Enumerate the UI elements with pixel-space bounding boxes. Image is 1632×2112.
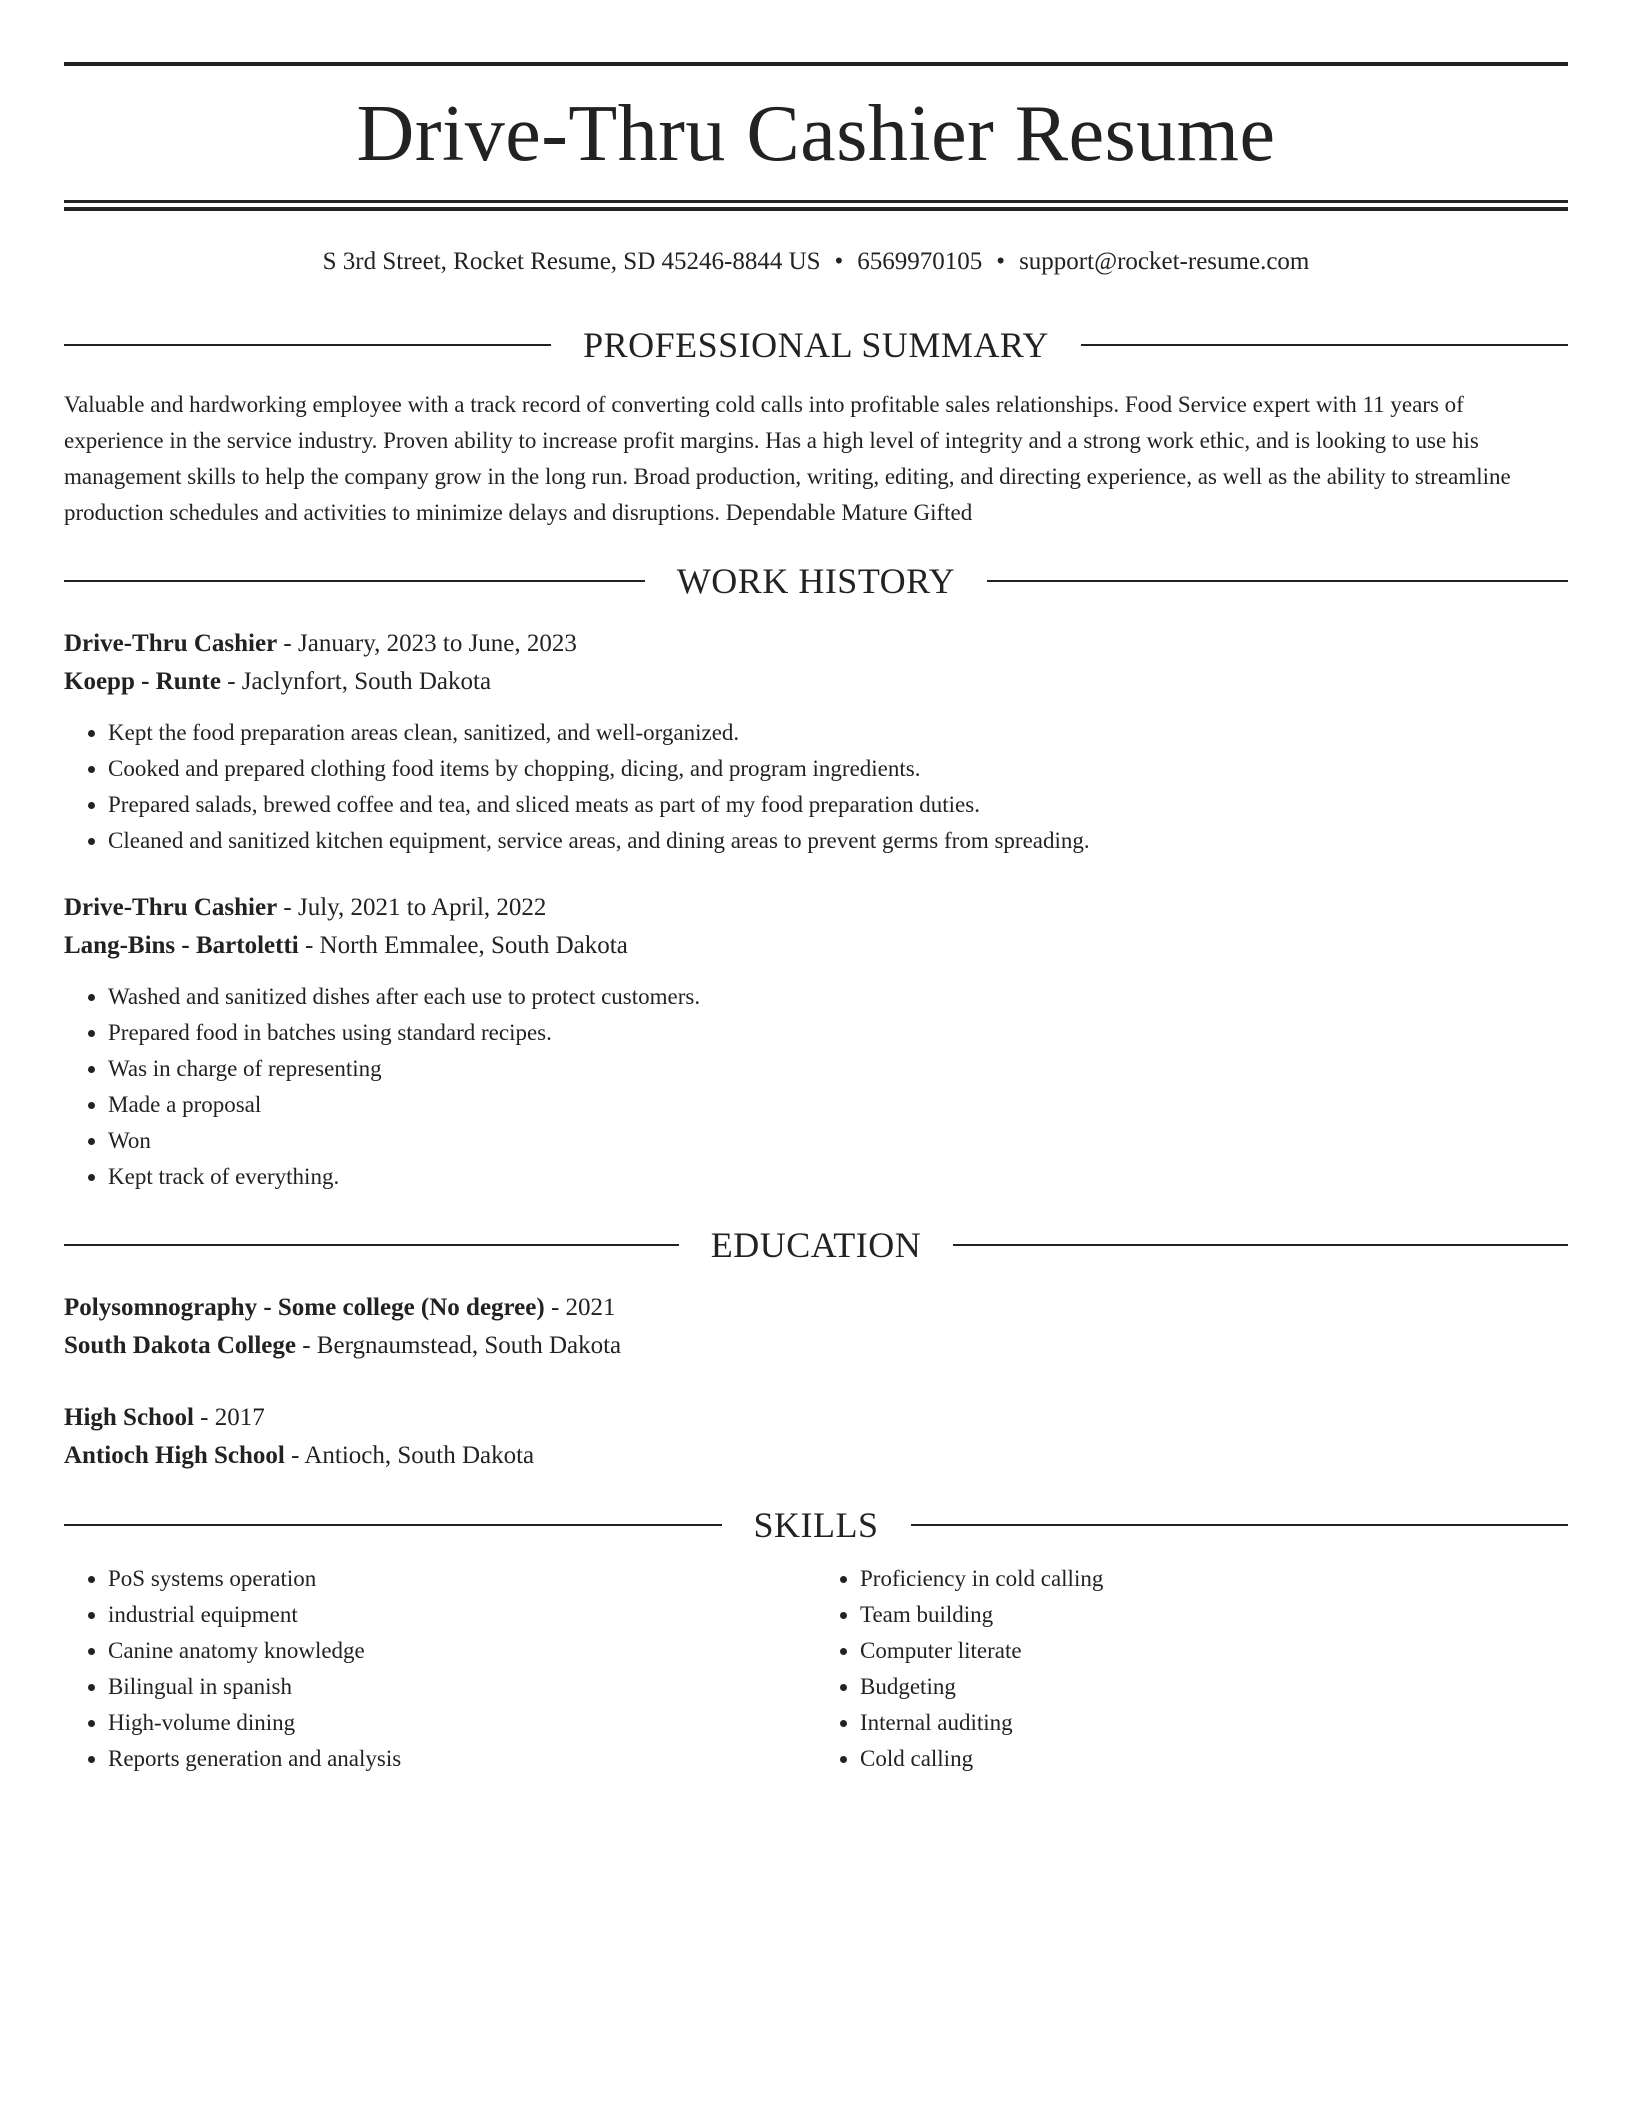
job-entry bbox=[64, 625, 1568, 859]
section-rule bbox=[64, 1244, 679, 1246]
list-item: • Cooked and prepared clothing food items by chopping, dicing, and program ingredients. bbox=[108, 751, 1568, 787]
list-item: • Prepared salads, brewed coffee and tea, and sliced meats as part of my food preparation duties. bbox=[108, 787, 1568, 823]
job-location: - North Emmalee, South Dakota bbox=[298, 932, 628, 959]
education-degree: High School bbox=[64, 1404, 194, 1431]
list-item: • Cleaned and sanitized kitchen equipment, service areas, and dining areas to prevent germs from spreading. bbox=[108, 823, 1568, 859]
contact-phone: 6569970105 bbox=[857, 248, 983, 275]
double-rule bbox=[64, 200, 1568, 211]
section-title: EDUCATION bbox=[710, 1225, 922, 1265]
skill-item: • Team building bbox=[860, 1597, 1568, 1633]
contact-separator: • bbox=[834, 248, 844, 275]
skill-item: • Bilingual in spanish bbox=[108, 1669, 816, 1705]
section-rule bbox=[64, 344, 551, 346]
skill-item: • PoS systems operation bbox=[108, 1561, 816, 1597]
contact-address: S 3rd Street, Rocket Resume, SD 45246-8844 US bbox=[322, 248, 821, 275]
job-dates: - January, 2023 to June, 2023 bbox=[277, 630, 577, 657]
education-location: - Bergnaumstead, South Dakota bbox=[295, 1332, 622, 1359]
education-school-line bbox=[64, 1327, 1568, 1365]
section-rule bbox=[953, 1244, 1568, 1246]
section-rule bbox=[64, 580, 645, 582]
job-company-line bbox=[64, 927, 1568, 965]
section-rule bbox=[1081, 344, 1568, 346]
job-title: Drive-Thru Cashier bbox=[64, 630, 278, 657]
skill-item: • Reports generation and analysis bbox=[108, 1741, 816, 1777]
resume-title: Drive-Thru Cashier Resume bbox=[356, 90, 1276, 178]
education-entry bbox=[64, 1289, 1568, 1365]
education-year: - 2017 bbox=[193, 1404, 265, 1431]
list-item: • Won bbox=[108, 1123, 1568, 1159]
skills-list-left bbox=[64, 1561, 816, 1777]
job-company-line bbox=[64, 663, 1568, 701]
section-header-skills bbox=[64, 1507, 1568, 1543]
list-item: • Kept the food preparation areas clean, sanitized, and well-organized. bbox=[108, 715, 1568, 751]
education-degree-line bbox=[64, 1289, 1568, 1327]
education-degree-line bbox=[64, 1399, 1568, 1437]
section-title: PROFESSIONAL SUMMARY bbox=[583, 325, 1049, 365]
section-title: SKILLS bbox=[753, 1505, 879, 1545]
summary-text: Valuable and hardworking employee with a track record of converting cold calls into profitable sales relationships. Food Service expert with 11 years of experience in the service industry. Proven ability to increase profit margins. Has a high level of integrity and a strong work ethic, and is looking to use his management skills to help the company grow in the long run. Broad production, writing, editing, and directing experience, as well as the ability to streamline production schedules and activities to minimize delays and disruptions. Dependable Mature Gifted bbox=[64, 392, 1511, 525]
contact-separator: • bbox=[996, 248, 1006, 275]
job-title: Drive-Thru Cashier bbox=[64, 894, 278, 921]
skills-list-right bbox=[816, 1561, 1568, 1777]
education-year: - 2021 bbox=[544, 1294, 616, 1321]
job-duties-list bbox=[64, 979, 1568, 1195]
section-title: WORK HISTORY bbox=[676, 561, 956, 601]
job-company: Koepp - Runte bbox=[64, 668, 221, 695]
job-company: Lang-Bins - Bartoletti bbox=[64, 932, 299, 959]
skill-item: • Budgeting bbox=[860, 1669, 1568, 1705]
skill-item: • Internal auditing bbox=[860, 1705, 1568, 1741]
education-entry bbox=[64, 1399, 1568, 1475]
education-school: Antioch High School bbox=[64, 1442, 285, 1469]
section-header-education bbox=[64, 1227, 1568, 1263]
list-item: • Kept track of everything. bbox=[108, 1159, 1568, 1195]
job-entry bbox=[64, 889, 1568, 1195]
job-title-line bbox=[64, 889, 1568, 927]
section-rule bbox=[987, 580, 1568, 582]
skill-item: • industrial equipment bbox=[108, 1597, 816, 1633]
job-duties-list bbox=[64, 715, 1568, 859]
job-location: - Jaclynfort, South Dakota bbox=[220, 668, 492, 695]
job-title-line bbox=[64, 625, 1568, 663]
section-header-summary bbox=[64, 327, 1568, 363]
list-item: • Prepared food in batches using standard recipes. bbox=[108, 1015, 1568, 1051]
education-degree: Polysomnography - Some college (No degree) bbox=[64, 1294, 545, 1321]
skill-item: • Cold calling bbox=[860, 1741, 1568, 1777]
section-rule bbox=[911, 1524, 1569, 1526]
skill-item: • Computer literate bbox=[860, 1633, 1568, 1669]
contact-line bbox=[64, 247, 1568, 277]
section-rule bbox=[64, 1524, 722, 1526]
top-rule bbox=[64, 62, 1568, 66]
section-header-work bbox=[64, 563, 1568, 599]
skills-columns bbox=[64, 1561, 1568, 1777]
job-dates: - July, 2021 to April, 2022 bbox=[277, 894, 547, 921]
skill-item: • High-volume dining bbox=[108, 1705, 816, 1741]
education-school-line bbox=[64, 1437, 1568, 1475]
list-item: • Made a proposal bbox=[108, 1087, 1568, 1123]
skill-item: • Proficiency in cold calling bbox=[860, 1561, 1568, 1597]
contact-email: support@rocket-resume.com bbox=[1019, 248, 1310, 275]
education-school: South Dakota College bbox=[64, 1332, 296, 1359]
list-item: • Washed and sanitized dishes after each use to protect customers. bbox=[108, 979, 1568, 1015]
skill-item: • Canine anatomy knowledge bbox=[108, 1633, 816, 1669]
list-item: • Was in charge of representing bbox=[108, 1051, 1568, 1087]
education-location: - Antioch, South Dakota bbox=[284, 1442, 535, 1469]
